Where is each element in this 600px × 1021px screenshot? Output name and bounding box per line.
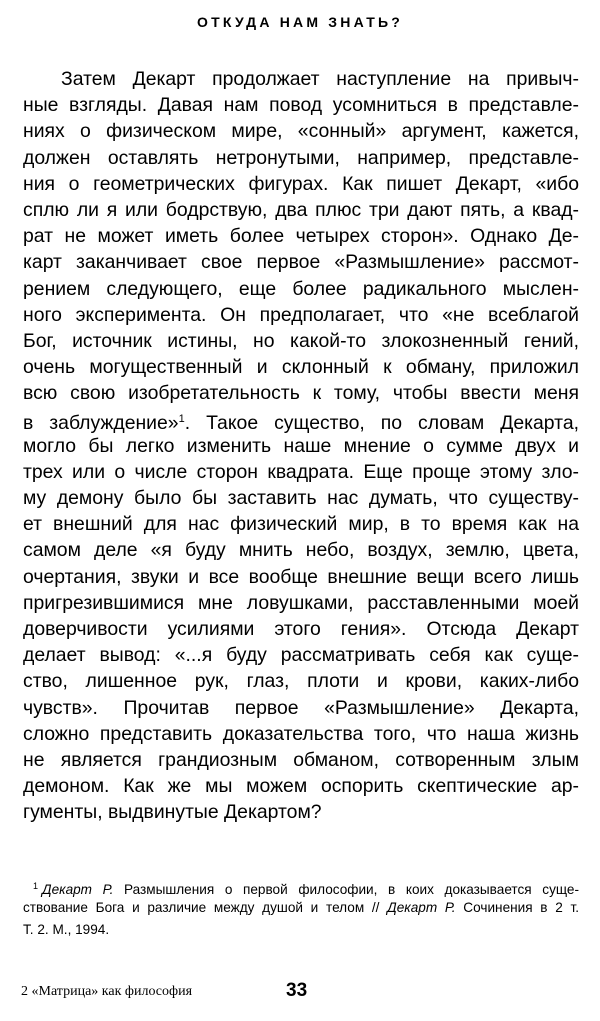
- text-line: пригрезившимися мне ловушками, расставленными моей: [23, 591, 579, 614]
- text-line: очень могущественный и склонный к обману, приложил: [23, 356, 579, 379]
- text-line: не является грандиозным обманом, сотворенным злым: [23, 748, 579, 771]
- text-line-with-footnote: [23, 406, 579, 435]
- text-line: ство, лишенное рук, глаз, плоти и крови, каких-либо: [23, 670, 579, 693]
- footnote-line: Т. 2. М., 1994.: [23, 921, 110, 937]
- footnote-text: ствование Бога и различие между душой и телом //: [23, 900, 388, 916]
- text-line: демоном. Как же мы можем оспорить скептические ар-: [23, 775, 579, 798]
- text-line: очертания, звуки и все вообще внешние вещи всего лишь: [23, 565, 579, 588]
- footnote-author: Декарт Р.: [42, 882, 114, 897]
- book-signature: 2 «Матрица» как философия: [21, 984, 193, 999]
- footnote-reference: 1: [178, 413, 185, 426]
- running-header: ОТКУДА НАМ ЗНАТЬ?: [197, 14, 403, 30]
- text-line: могло бы легко изменить наше мнение о сумме двух и: [23, 434, 579, 457]
- text-fragment: . Такое существо, по словам Декарта,: [184, 412, 579, 435]
- footnote-author: Декарт Р.: [387, 900, 456, 916]
- footnote-line: [23, 876, 579, 897]
- text-line: сложно представить доказательства того, что наша жизнь: [23, 722, 579, 745]
- footnote: [23, 876, 579, 940]
- text-line: му демону было бы заставить нас думать, что существу-: [23, 487, 579, 509]
- text-line: трех или о числе сторон квадрата. Еще проще этому зло-: [23, 460, 579, 483]
- text-line: делает вывод: «...я буду рассматривать себя как суще-: [23, 644, 579, 667]
- text-line: доверчивости усилиями этого гения». Отсюда Декарт: [23, 617, 579, 640]
- main-paragraph: [23, 66, 579, 825]
- text-line: рат не может иметь более четырех сторон». Однако Де-: [23, 225, 579, 248]
- footnote-text: Сочинения в 2 т.: [455, 900, 580, 916]
- text-line: должен оставлять нетронутыми, например, представле-: [23, 146, 579, 169]
- text-line: ниях о физическом мире, «сонный» аргумент, кажется,: [23, 120, 579, 143]
- text-line: ет внешний для нас физический мир, в то время как на: [23, 513, 579, 536]
- text-line: всю свою изобретательность к тому, чтобы ввести меня: [23, 382, 579, 405]
- text-line: сплю ли я или бодрствую, два плюс три дают пять, а квад-: [23, 198, 579, 221]
- text-line: карт заканчивает свое первое «Размышление» рассмот-: [23, 251, 579, 274]
- text-line: рением следующего, еще более радикального мыслен-: [23, 277, 579, 300]
- footnote-line: [23, 897, 579, 918]
- page-number: 33: [286, 980, 308, 1001]
- text-line: чувств». Прочитав первое «Размышление» Декарта,: [23, 696, 579, 719]
- text-line: Затем Декарт продолжает наступление на привыч-: [61, 68, 579, 90]
- text-fragment: в заблуждение»: [23, 412, 179, 435]
- text-line: самом деле «я буду мнить небо, воздух, землю, цвета,: [23, 539, 579, 562]
- text-line: ния о геометрических фигурах. Как пишет Декарт, «ибо: [23, 172, 579, 195]
- text-line: Бог, источник истины, но какой-то злокозненный гений,: [23, 329, 579, 352]
- text-line: ного эксперимента. Он предполагает, что «не всеблагой: [23, 303, 579, 326]
- footnote-marker: 1: [33, 881, 39, 891]
- text-line: ные взгляды. Давая нам повод усомниться в представле-: [23, 94, 579, 117]
- footnote-text: Размышления о первой философии, в коих доказывается суще-: [113, 882, 579, 897]
- text-line: гументы, выдвинутые Декартом?: [23, 801, 322, 824]
